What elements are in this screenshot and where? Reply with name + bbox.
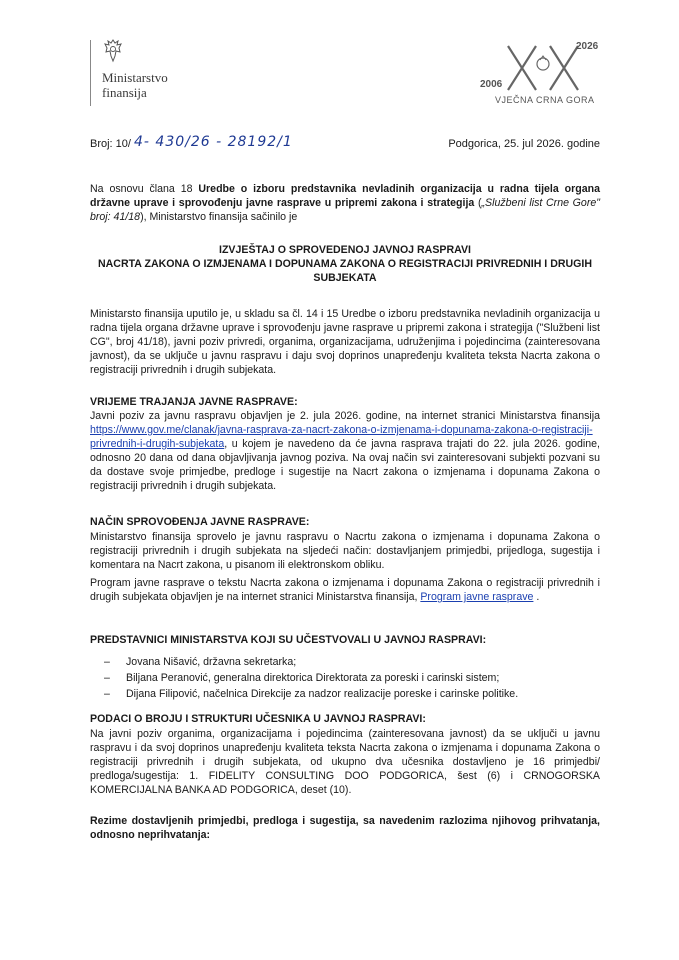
section-participants-heading: PODACI O BROJU I STRUKTURI UČESNIKA U JAVNOJ RASPRAVI: [90,713,426,725]
document-date: Podgorica, 25. jul 2026. godine [448,138,600,150]
report-title [90,243,600,285]
section-representatives-heading: PREDSTAVNICI MINISTARSTVA KOJI SU UČESTVOVALI U JAVNOJ RASPRAVI: [90,634,487,646]
representatives-list [90,654,600,702]
ministry-name [102,70,222,100]
list-item: – Dijana Filipović, načelnica Direkcije za nadzor realizacije poreske i carinske politike. [90,686,600,702]
duration-text-2: , u kojem je navedeno da će javna rasprava trajati do 22. jula 2026. godine, odnosno 20 dana od dana objavljivanja javnog poziva. Na ovaj način svi zainteresovani subjekti pozvani su da dostave svoje primjedbe, predloge i sugestije na Nacrt zakona o izmjenama i dopunama Zakona o registraciji privrednih i drugih subjekata. [90,438,600,492]
intro-paragraph [90,182,600,224]
logo-year-right: 2026 [576,41,599,52]
public-consultation-link[interactable]: https://www.gov.me/clanak/javna-rasprava-za-nacrt-zakona-o-izmjenama-i-dopunama-zakona-o-registraciji-privrednih-i-drugih-subjekata [90,424,593,450]
intro-text-1: Na osnovu člana 18 [90,183,199,195]
list-item: – Biljana Peranović, generalna direktorica Direktorata za poreski i carinski sistem; [90,670,600,686]
header-divider [90,40,91,106]
broj-label: Broj: 10/ [90,138,131,150]
intro-regulation-title: Uredbe o izboru predstavnika nevladinih organizacija u radna tijela organa državne uprave i sprovođenju javne rasprave u pripremi zakona i strategija [90,183,600,209]
ministry-name-line2: finansija [102,85,147,100]
section-duration-text [90,409,600,493]
intro-gazette-ref: „Službeni list Crne Gore" broj: 41/18 [90,197,600,223]
coat-of-arms-icon [102,38,124,64]
ministry-name-line1: Ministarstvo [102,70,168,85]
broj-handwritten: 4- 430/26 - 28192/1 [134,134,293,150]
intro-text-2: ( [474,197,482,209]
section-method-program [90,576,600,604]
section-participants-text: Na javni poziv organima, organizacijama i pojedincima (zainteresovana javnost) da se uključi u javnu raspravu i da svoj doprinos unapređenju kvaliteta teksta Nacrta zakona o izmjenama i dopunama Zakona o registraciji privrednih i drugih subjekata, od ukupno dva učesnika dostavljeno je 16 primjedbi/ predloga/sugestija: 1. FIDELITY CONSULTING DOO PODGORICA, šest (6) i CRNOGORSKA KOMERCIJALNA BANKA AD PODGORICA, deset (10). [90,728,600,796]
section-duration-heading: VRIJEME TRAJANJA JAVNE RASPRAVE: [90,396,298,408]
summary-heading: Rezime dostavljenih primjedbi, predloga i sugestija, sa navedenim razlozima njihovog prihvatanja, odnosno neprihvatanja: [90,815,600,841]
list-item: – Jovana Nišavić, državna sekretarka; [90,654,600,670]
intro-text-3: ), Ministarstvo finansija sačinilo je [140,211,298,223]
duration-text-1: Javni poziv za javnu raspravu objavljen je 2. jula 2026. godine, na internet stranici Ministarstva finansija [90,410,600,422]
section-method-heading: NAČIN SPROVOĐENJA JAVNE RASPRAVE: [90,516,310,528]
body-paragraph: Ministarsto finansija uputilo je, u skladu sa čl. 14 i 15 Uredbe o izboru predstavnika nevladinih organizacija u radna tijela organa državne uprave i sprovođenju javne rasprave u pripremi zakona i strategija ("Službeni list CG", broj 41/18), javni poziv privredi, organima, organizacijama, udruženjima i pojedincima (zainteresovana javnost), da se uključe u javnu raspravu i daju svoj doprinos unapređenju kvaliteta teksta Nacrta zakona o registraciji privrednih i drugih subjekata. [90,308,600,376]
report-title-line1: IZVJEŠTAJ O SPROVEDENOJ JAVNOJ RASPRAVI [219,244,471,256]
program-text: Program javne rasprave o tekstu Nacrta zakona o izmjenama i dopunama Zakona o registraciji privrednih i drugih subjekata objavljen je na internet stranici Ministarstva finansija, [90,577,600,603]
report-title-line2: NACRTA ZAKONA O IZMJENAMA I DOPUNAMA ZAKONA O REGISTRACIJI PRIVREDNIH I DRUGIH SUBJEKATA [98,258,592,284]
program-link[interactable]: Program javne rasprave [420,591,534,603]
program-text-end: . [533,591,540,603]
section-method-text: Ministarstvo finansija sprovelo je javnu raspravu o Nacrtu zakona o izmjenama i dopunama Zakona o registraciji privrednih i drugih subjekata na sljedeći način: dostavljanjem primjedbi, prijedloga, sugestija i komentara na Nacrt zakona, u pisanom ili elektronskom obliku. [90,531,600,571]
logo-year-left: 2006 [480,79,503,90]
logo-caption: VJEČNA CRNA GORA [495,95,595,105]
